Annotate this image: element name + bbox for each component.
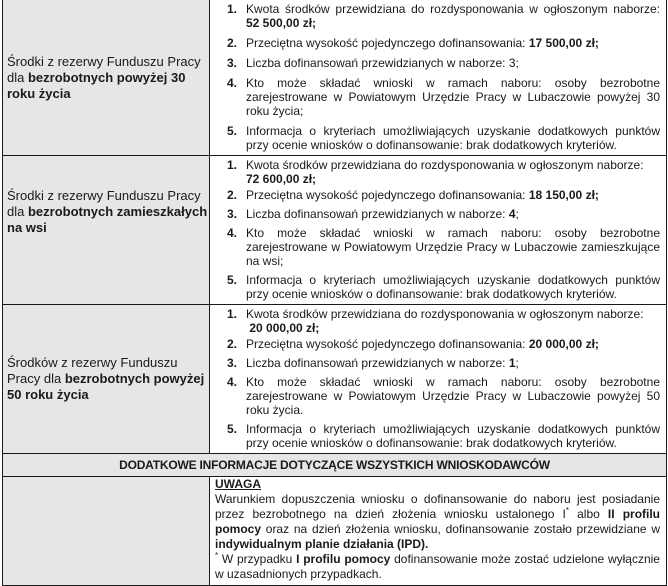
- row-label-cell: [3, 305, 210, 454]
- list-item: [227, 356, 660, 370]
- item-number: 5.: [227, 124, 238, 138]
- item-text: Przeciętna wysokość pojedynczego dofinansowania:: [246, 337, 529, 351]
- item-count: 4: [508, 207, 516, 221]
- row-details-cell: [210, 156, 667, 305]
- note-paragraph-2: [215, 552, 660, 582]
- item-count: 1: [508, 356, 516, 370]
- item-text: Kto może składać wnioski w ramach naboru: osoby bezrobotne zarejestrowane w Powiatowym Urzędzie Pracy w Lubaczowie powyżej 30 roku życia;: [246, 76, 660, 118]
- note-text: W przypadku: [218, 552, 297, 566]
- item-number: 4.: [227, 226, 238, 240]
- item-text: Informacja o kryteriach umożliwiających uzyskanie dodatkowych punktów przy ocenie wniosków o dofinansowanie: brak dodatkowych kryteriów.: [246, 422, 660, 450]
- list-item: [227, 2, 660, 30]
- footnote-marker: *: [565, 506, 570, 515]
- item-number: 3.: [227, 356, 238, 370]
- list-item: [227, 375, 660, 417]
- item-amount: 72 600,00 zł;: [246, 172, 317, 186]
- list-item: [227, 337, 660, 351]
- item-text: Liczba dofinansowań przewidzianych w naborze:: [246, 356, 509, 370]
- item-suffix: ;: [515, 207, 519, 221]
- note-empty-cell: [3, 477, 210, 586]
- row-label-cell: [3, 156, 210, 305]
- row-details-cell: [210, 0, 667, 156]
- item-amount: 20 000,00 zł;: [528, 337, 599, 351]
- note-title: UWAGA: [215, 477, 261, 491]
- item-text: Kto może składać wnioski w ramach naboru: osoby bezrobotne zarejestrowane w Powiatowym Urzędzie Pracy w Lubaczowie powyżej 50 roku życia.: [246, 375, 660, 417]
- item-number: 5.: [227, 273, 238, 287]
- list-item: [227, 158, 660, 186]
- item-text: Liczba dofinansowań przewidzianych w naborze: 3;: [246, 56, 519, 70]
- section-header: DODATKOWE INFORMACJE DOTYCZĄCE WSZYSTKICH WNIOSKODAWCÓW: [3, 454, 667, 477]
- list-item: [227, 76, 660, 118]
- row-label-cell: [3, 0, 210, 156]
- note-row: [3, 477, 667, 586]
- note-text: dofinansowanie może zostać udzielone wyłącznie w uzasadnionych przypadkach.: [215, 552, 660, 581]
- table-row: [3, 0, 667, 156]
- item-number: 1.: [227, 307, 238, 321]
- item-text: Przeciętna wysokość pojedynczego dofinansowania:: [246, 36, 529, 50]
- item-number: 2.: [227, 337, 238, 351]
- row-label-bold: bezrobotnych powyżej 50 roku życia: [7, 371, 205, 402]
- note-cell: [210, 477, 667, 586]
- item-text: Liczba dofinansowań przewidzianych w naborze:: [246, 207, 509, 221]
- note-bold-text: II profilu pomocy: [215, 507, 661, 536]
- item-amount: 18 150,00 zł;: [528, 188, 599, 202]
- funding-table: [2, 0, 667, 586]
- list-item: [227, 36, 660, 50]
- table-row: [3, 305, 667, 454]
- note-bold-text: I profilu pomocy: [296, 552, 391, 566]
- list-item: [227, 307, 660, 335]
- row-label-bold: bezrobotnych zamieszkałych na wsi: [7, 204, 208, 235]
- list-item: [227, 226, 660, 268]
- item-number: 2.: [227, 188, 238, 202]
- row-label-bold: bezrobotnych powyżej 30 roku życia: [7, 69, 186, 101]
- row-details-cell: [210, 305, 667, 454]
- item-text: Kwota środków przewidziana do rozdysponowania w ogłoszonym naborze:: [246, 158, 644, 172]
- item-number: 2.: [227, 36, 238, 50]
- row-label-text: Środków z rezerwy Funduszu Pracy dla: [7, 355, 178, 386]
- item-text: Kwota środków przewidziana do rozdysponowania w ogłoszonym naborze:: [246, 307, 644, 321]
- list-item: [227, 188, 660, 202]
- list-item: [227, 207, 660, 221]
- item-number: 1.: [227, 2, 238, 16]
- note-text: Warunkiem dopuszczenia wniosku o dofinansowanie do naboru jest posiadanie przez bezrobotnego na dzień złożenia wniosku ustalonego I: [215, 492, 660, 521]
- item-number: 4.: [227, 76, 238, 90]
- item-text: Kwota środków przewidziana do rozdysponowania w ogłoszonym naborze:: [246, 2, 660, 16]
- section-header-row: [3, 454, 667, 477]
- note-paragraph-1: [215, 492, 660, 552]
- item-number: 3.: [227, 56, 238, 70]
- item-number: 4.: [227, 375, 238, 389]
- row-label-text: Środki z rezerwy Funduszu Pracy dla: [7, 188, 201, 219]
- note-text: albo: [569, 507, 608, 521]
- table-row: [3, 156, 667, 305]
- footnote-marker: *: [215, 551, 219, 560]
- item-text: Kto może składać wnioski w ramach naboru: osoby bezrobotne zarejestrowane w Powiatowym Urzędzie Pracy w Lubaczowie zamieszkujące na wsi;: [246, 226, 660, 268]
- list-item: [227, 56, 660, 70]
- item-amount: 20 000,00 zł;: [246, 321, 320, 335]
- details-list: [227, 158, 660, 301]
- list-item: [227, 124, 660, 152]
- note-bold-text: indywidualnym planie działania (IPD).: [215, 537, 429, 551]
- item-suffix: ;: [515, 356, 519, 370]
- item-text: Informacja o kryteriach umożliwiających uzyskanie dodatkowych punktów przy ocenie wniosków o dofinansowanie: brak dodatkowych kryteriów.: [246, 273, 660, 301]
- item-number: 5.: [227, 422, 238, 436]
- item-number: 1.: [227, 158, 238, 172]
- details-list: [227, 307, 660, 450]
- item-text: Informacja o kryteriach umożliwiających uzyskanie dodatkowych punktów przy ocenie wniosków o dofinansowanie: brak dodatkowych kryteriów.: [246, 124, 660, 152]
- details-list: [227, 2, 660, 152]
- item-number: 3.: [227, 207, 238, 221]
- item-amount: 17 500,00 zł;: [528, 36, 599, 50]
- row-label-text: Środki z rezerwy Funduszu Pracy dla: [7, 53, 201, 85]
- note-text: oraz na dzień złożenia wniosku, dofinansowanie zostało przewidziane w: [261, 522, 660, 536]
- list-item: [227, 422, 660, 450]
- item-text: Przeciętna wysokość pojedynczego dofinansowania:: [246, 188, 529, 202]
- list-item: [227, 273, 660, 301]
- item-amount: 52 500,00 zł;: [246, 16, 317, 30]
